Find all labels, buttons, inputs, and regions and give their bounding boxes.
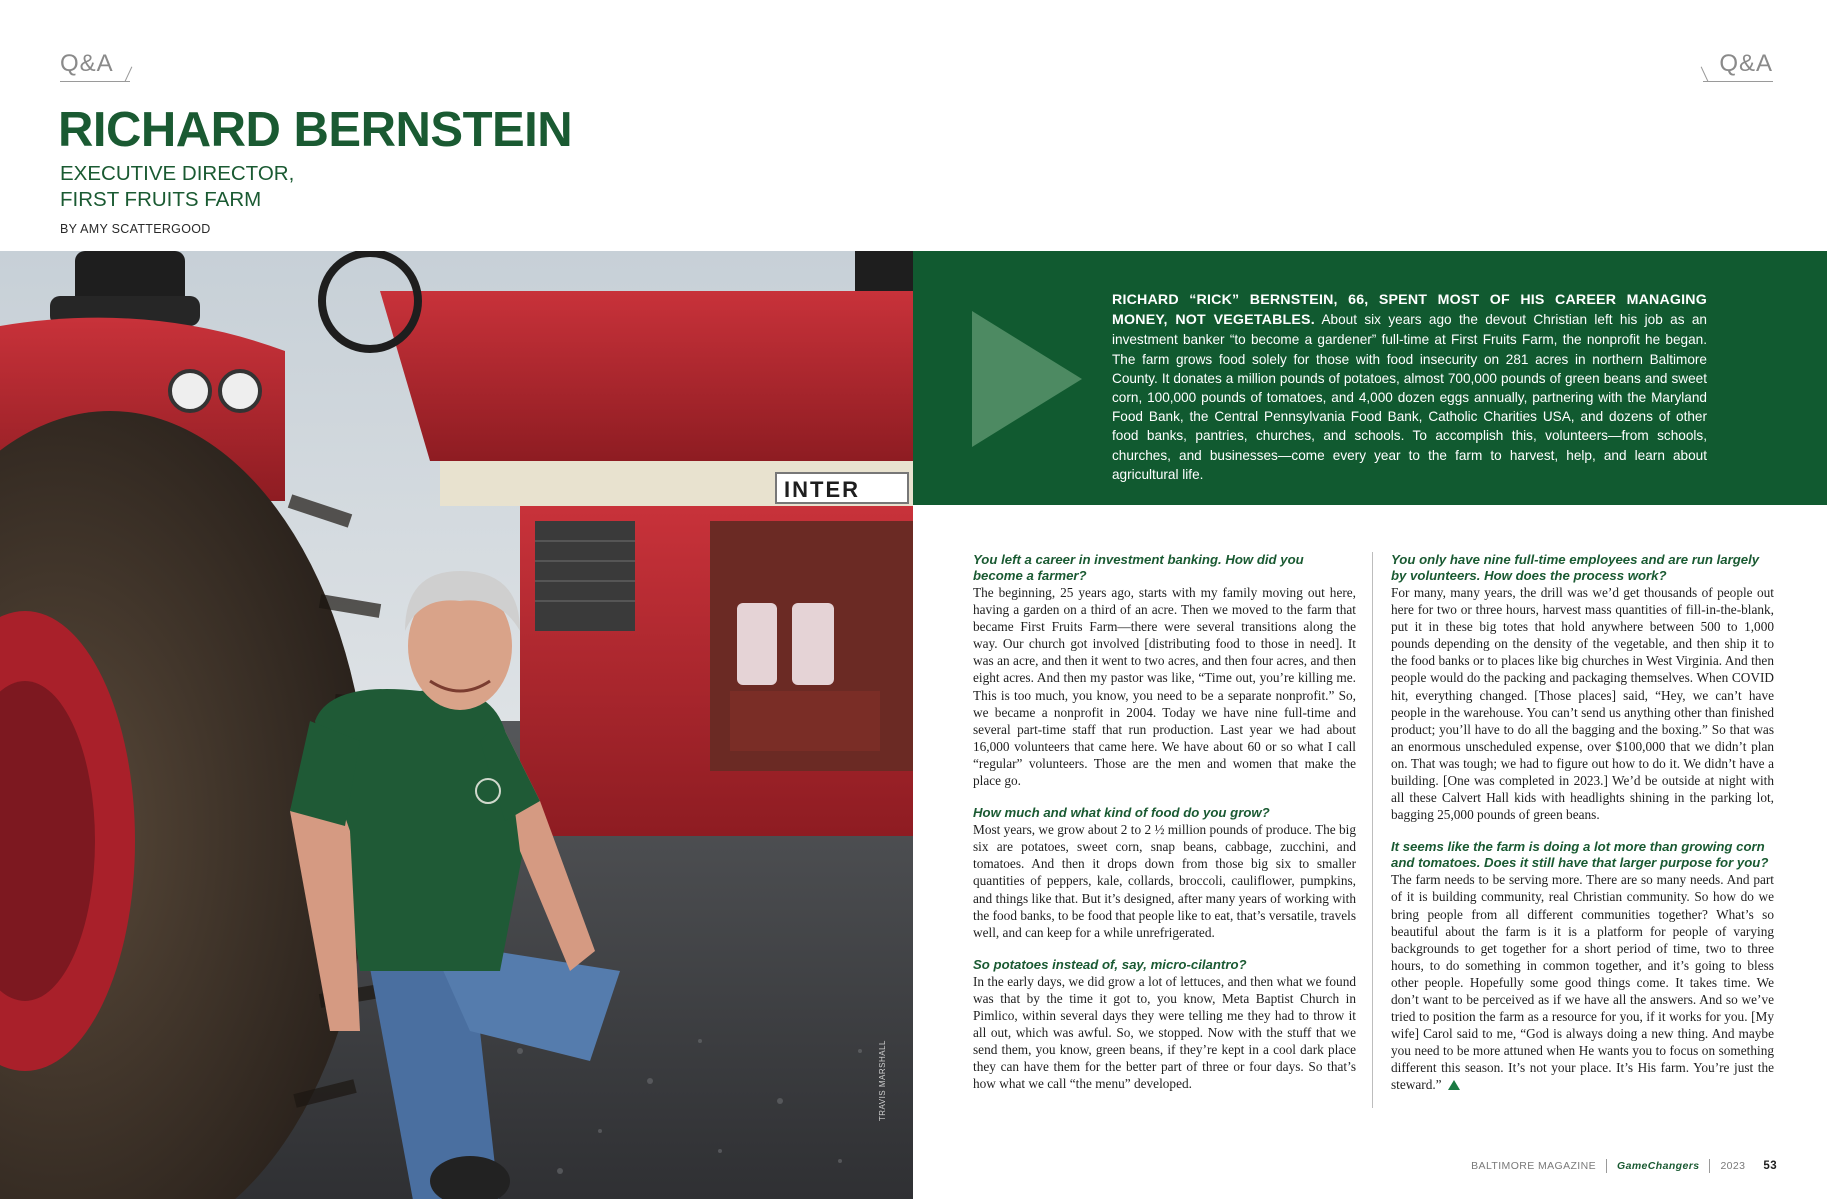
column-divider — [1372, 552, 1373, 1108]
footer-series: GameChangers — [1617, 1160, 1700, 1172]
qa-answer-2: Most years, we grow about 2 to 2 ½ million pounds of produce. The big six are potatoes, sweet corn, snap beans, cabbage, zucchini, and tomatoes. And then it drops down from those big six to smaller quantities of peppers, kale, collards, broccoli, cauliflower, pumpkins, and things like that. But it’s designed, after many years of working with the food banks, to be food that people like to eat, that’s versatile, travels well, and can keep for a while unrefrigerated. — [973, 822, 1356, 940]
qa-column-1 — [973, 552, 1356, 1108]
section-tag-right: Q&A — [1719, 50, 1773, 77]
qa-column-2 — [1391, 552, 1774, 1110]
intro-body: About six years ago the devout Christian left his job as an investment banker “to become a gardener” full-time at First Fruits Farm, the nonprofit he began. The farm grows food solely for those with food insecurity on 281 acres in northern Baltimore County. It donates a million pounds of potatoes, almost 700,000 pounds of green beans and sweet corn, 100,000 pounds of tomatoes, and 4,000 dozen eggs annually, partnering with the Maryland Food Bank, the Central Pennsylvania Food Bank, Catholic Charities USA, and dozens of other food banks, pantries, churches, and schools. To accomplish this, volunteers—from schools, churches, and businesses—come every year to the farm to harvest, help, and learn about agricultural life. — [1112, 312, 1707, 482]
section-tag-slash-left — [125, 67, 133, 82]
qa-answer-1: The beginning, 25 years ago, starts with my family moving out here, having a garden on a third of an acre. Then we moved to the farm that became First Fruits Farm—there were several transitions along the way. Our church got involved [distributing food to those in need]. It was an acre, and then it went to two acres, and then four acres, and then eight acres. And then my pastor was like, “Time out, you’re killing me. This is too much, you know, you need to be a separate nonprofit.” So, we became a nonprofit in 2004. Today we have nine full-time and several part-time staff that run production. Last year we had about 16,000 volunteers that came here. We have about 60 or so what I call “regular” volunteers. Those are the men and women that make the place go. — [973, 585, 1356, 789]
qa-answer-3: In the early days, we did grow a lot of lettuces, and then what we found was that by the time it got to, you know, Meta Baptist Church in Pimlico, within several days they were telling me they had to throw it all out, which was awful. So, we stopped. Now with the stuff that we send them, you know, green beans, if they’re kept in a cool dark place they can have them for the better part of three or four days. So that’s how what we call “the menu” developed. — [973, 973, 1356, 1092]
intro-text — [1112, 290, 1707, 484]
subtitle-line-2: FIRST FRUITS FARM — [60, 188, 262, 211]
byline: BY AMY SCATTERGOOD — [60, 222, 211, 236]
section-tag-rule-left — [60, 81, 130, 82]
qa-question-4: You only have nine full-time employees and are run largely by volunteers. How does the process work? — [1391, 552, 1760, 583]
footer-separator — [1709, 1159, 1710, 1173]
page-number: 53 — [1763, 1160, 1777, 1172]
article-headline: RICHARD BERNSTEIN — [58, 103, 573, 157]
article-subtitle — [60, 161, 294, 213]
footer-publication: BALTIMORE MAGAZINE — [1471, 1160, 1597, 1172]
qa-answer-4: For many, many years, the drill was we’d get thousands of people out here for two or three hours, harvest mass quantities of fill-in-the-blank, put it in these big totes that hold anywhere between 500 to 1,000 pounds depending on the density of the vegetable, and then ship it to the food banks or to places like big churches in West Virginia. And then people would do the packing and packaging themselves. When COVID hit, everything changed. [Those places] said, “Hey, we can’t have people in the warehouse. You can’t send us anything other than finished product; you’ll have to do all the bagging and the boxing.” So that was an enormous unscheduled expense, over $100,000 that we didn’t plan on. That was tough; we had to figure out how to do it. We didn’t have a building. [One was completed in 2023.] We’d be outside at night with all these Calvert Hall kids with headlights shining in the parking lot, bagging 25,000 pounds of green beans. — [1391, 585, 1774, 823]
section-tag-slash-right — [1701, 67, 1709, 82]
footer-year: 2023 — [1720, 1160, 1746, 1172]
qa-question-5: It seems like the farm is doing a lot more than growing corn and tomatoes. Does it still have that larger purpose for you? — [1391, 839, 1769, 871]
tractor-badge-text: INTER — [784, 477, 860, 502]
qa-answer-5 — [1391, 871, 1774, 1093]
section-tag-left: Q&A — [60, 50, 114, 77]
qa-answer-5-text: The farm needs to be serving more. There are so many needs. And part of it is building community, real Christian community. So how do we bring people from all different communities together? What’s so beautiful about the farm is it is a platform for people of varying backgrounds to get together for a short period of time, two to three hours, to do something in common together, and it’s going to bless other people. Hopefully some good things come. It takes time. We don’t want to be perceived as if we have all the answers. And so we’ve tried to position the farm as a resource for you, if it works for you. [My wife] Carol said to me, “God is always doing a new thing. And maybe you need to be more attuned when He wants you to focus on something different this season. It’s not your place. It’s His farm. You’re just the steward.” — [1391, 872, 1774, 1093]
intro-lead: RICHARD “RICK” BERNSTEIN, 66, SPENT MOST OF HIS CAREER MANAGING MONEY, NOT VEGETABLES. — [1112, 292, 1707, 329]
qa-question-2: How much and what kind of food do you grow? — [973, 805, 1270, 821]
end-triangle-icon — [1448, 1080, 1460, 1090]
subtitle-line-1: EXECUTIVE DIRECTOR, — [60, 162, 295, 185]
qa-question-1: You left a career in investment banking. How did you become a farmer? — [973, 552, 1304, 583]
qa-question-3: So potatoes instead of, say, micro-cilantro? — [973, 956, 1247, 972]
portrait-photo — [0, 251, 913, 1199]
section-tag-rule-right — [1703, 81, 1773, 82]
play-triangle-icon — [972, 311, 1082, 447]
tractor-portrait-illustration — [0, 251, 913, 1199]
photo-credit: TRAVIS MARSHALL — [878, 1040, 887, 1122]
page-footer — [1471, 1159, 1777, 1173]
footer-separator — [1606, 1159, 1607, 1173]
